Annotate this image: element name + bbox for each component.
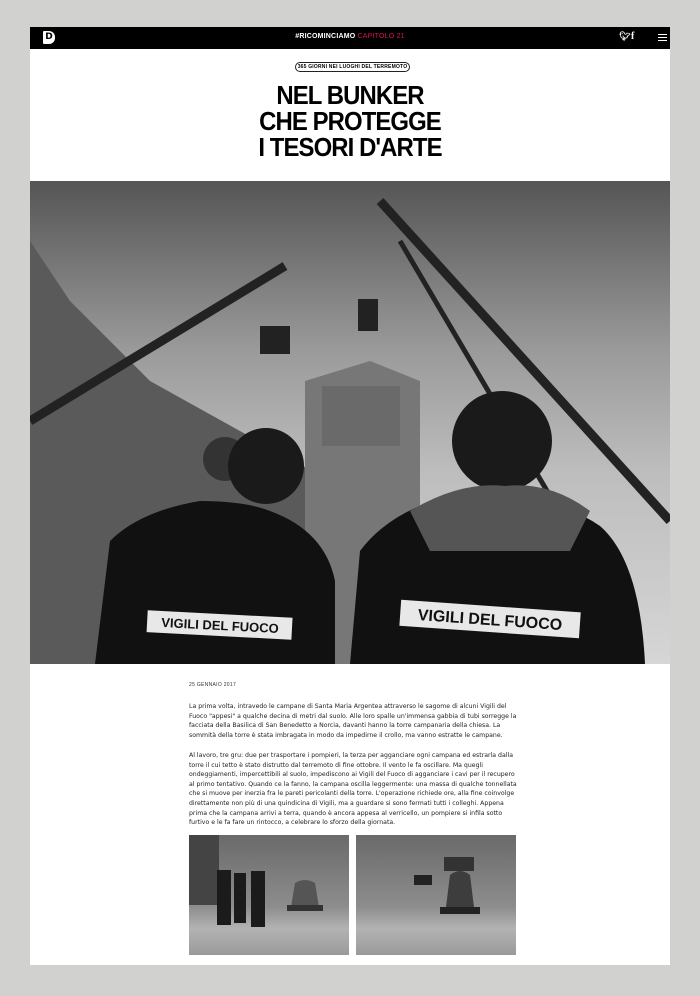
- gallery-photo[interactable]: [356, 835, 516, 955]
- title-line: NEL BUNKER: [276, 80, 424, 110]
- hero-text: VIGILI DEL FUOCO: [417, 607, 563, 635]
- top-bar: [30, 27, 670, 49]
- chapter-label: CAPITOLO 21: [357, 33, 405, 40]
- photo-firefighters-bell: [189, 835, 349, 955]
- article-paragraph: La prima volta, intravedo le campane di Santa Maria Argentea attraverso le sagome di alcuni Vigili del Fuoco "appesi" a qualche decina di metri dal suolo. Alle loro spalle un'immensa gabbia di tubi sorregge la facciata della Basilica di San Benedetto a Norcia, davanti hanno la torre campanaria della chiesa. La sommità della torre è stata imbragata in modo da impedirne il crollo, ma vanno estratte le campane.: [189, 703, 517, 739]
- hero-illustration: [30, 181, 670, 664]
- menu-icon[interactable]: [658, 34, 667, 43]
- category-tag[interactable]: 365 GIORNI NEI LUOGHI DEL TERREMOTO: [295, 62, 410, 72]
- twitter-icon[interactable]: 🐦︎: [619, 32, 631, 42]
- section-label[interactable]: [30, 33, 670, 40]
- hero-text: VIGILI DEL FUOCO: [160, 614, 280, 637]
- page: [30, 27, 670, 965]
- photo-bell: [356, 835, 516, 955]
- title-line: CHE PROTEGGE: [259, 106, 441, 136]
- title-line: I TESORI D'ARTE: [258, 132, 442, 162]
- logo[interactable]: D: [43, 31, 55, 44]
- hero-photo: [30, 181, 670, 664]
- gallery-photo[interactable]: [189, 835, 349, 955]
- hashtag: #RICOMINCIAMO: [295, 33, 356, 40]
- article-paragraph: Al lavoro, tre gru: due per trasportare i pompieri, la terza per agganciare ogni campana ed estrarla dalla torre il cui tetto è stato distrutto dal terremoto di fine ottobre. Il vento le fa oscillare. Ma quegli ondeggiamenti, impercettibili al suolo, impediscono ai Vigili del Fuoco di agganciare i cavi per il recupero al primo tentativo. Quando ce la fanno, la campana oscilla leggermente: una massa di qualche tonnellata che si muove per inerzia fra le pareti pericolanti della torre. L'operazione richiede ore, alla fine coinvolge direttamente non più di una quindicina di Vigili, ma a guardare si sono fermati tutti i colleghi. Appena prima che la campana arrivi a terra, quando è ancora appesa al verricello, un pompiere si infila sotto furtivo e le fa fare un rintocco, a celebrare lo sforzo della giornata.: [189, 752, 517, 827]
- page-title: [56, 82, 645, 160]
- article-date: 25 GENNAIO 2017: [189, 682, 237, 688]
- facebook-icon[interactable]: f: [631, 31, 635, 42]
